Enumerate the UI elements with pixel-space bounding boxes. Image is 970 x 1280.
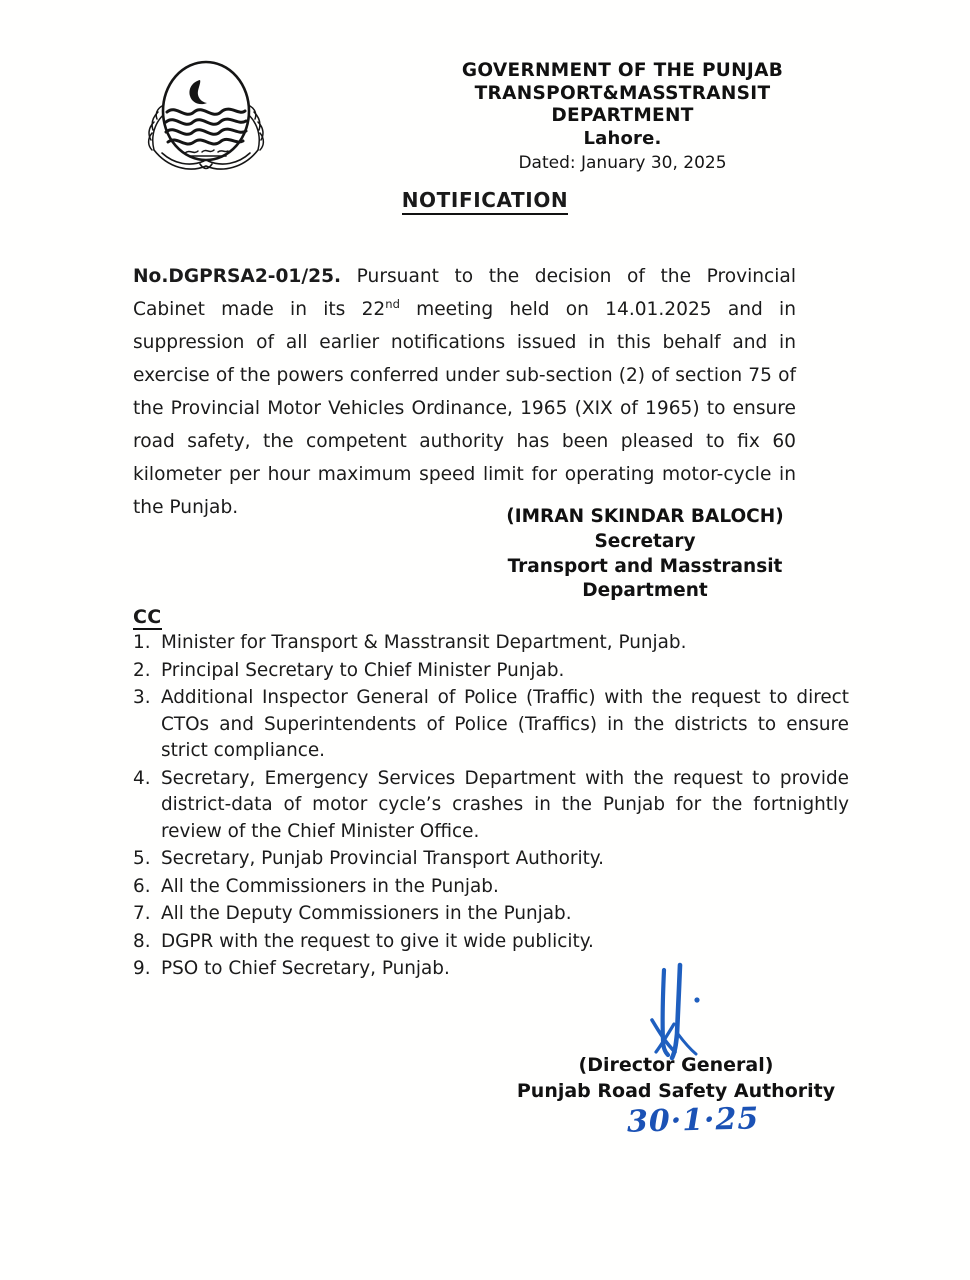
list-item-number: 1. [133, 632, 151, 653]
list-item-text: All the Commissioners in the Punjab. [161, 875, 499, 897]
dg-authority: Punjab Road Safety Authority [516, 1080, 836, 1102]
secretary-name: (IMRAN SKINDAR BALOCH) [506, 506, 784, 527]
list-item-number: 3. [133, 687, 151, 708]
list-item-text: DGPR with the request to give it wide publicity. [161, 930, 594, 952]
secretary-designation: Secretary [594, 530, 696, 552]
handwritten-date: 30·1·25 [626, 1101, 760, 1140]
list-item [133, 846, 823, 873]
header-title-block [440, 60, 805, 173]
header-line-department-name: TRANSPORT&MASSTRANSIT [474, 82, 771, 104]
cc-list [133, 630, 849, 984]
list-item-text: Additional Inspector General of Police (Traffic) with the request to direct CTOs and Superintendents of Police (Traffics) in the districts to ensure strict compliance. [161, 687, 849, 761]
list-item [133, 766, 849, 846]
list-item [133, 658, 823, 685]
list-item-text: PSO to Chief Secretary, Punjab. [161, 958, 450, 979]
list-item-number: 2. [133, 659, 151, 681]
document-header [0, 48, 970, 188]
header-line-government: GOVERNMENT OF THE PUNJAB [461, 60, 784, 81]
list-item-text: Secretary, Emergency Services Department with the request to provide district-data of motor cycle’s crashes in the Punjab for the fortnightly review of the Chief Minister Office. [161, 767, 849, 842]
dg-designation: (Director General) [578, 1054, 774, 1076]
reference-number: No.DGPRSA2-01/25. [133, 265, 342, 287]
list-item-number: 9. [133, 958, 151, 979]
list-item-number: 8. [133, 930, 151, 952]
notification-title-text: NOTIFICATION [402, 188, 569, 215]
list-item-text: Minister for Transport & Masstransit Department, Punjab. [161, 632, 687, 653]
body-text-part-1: Pursuant to the decision of the Provincial Cabinet made in its 22 [133, 265, 796, 320]
list-item-text: Secretary, Punjab Provincial Transport Authority. [161, 848, 604, 869]
cc-heading [133, 606, 162, 628]
ordinal-suffix: nd [385, 296, 400, 311]
list-item [133, 630, 823, 657]
list-item [133, 929, 823, 956]
secretary-department-line-1: Transport and Masstransit [507, 555, 783, 577]
list-item [133, 874, 823, 901]
secretary-department-line-2: Department [582, 580, 708, 602]
notification-title [0, 188, 970, 212]
list-item-number: 4. [133, 767, 151, 789]
director-general-signature-block [476, 1052, 876, 1104]
list-item-number: 6. [133, 875, 151, 897]
secretary-signature-block [445, 505, 845, 604]
notification-body-paragraph [133, 260, 796, 524]
list-item [133, 901, 823, 928]
list-item-text: All the Deputy Commissioners in the Punjab. [161, 903, 572, 924]
list-item [133, 956, 823, 983]
list-item-text: Principal Secretary to Chief Minister Punjab. [161, 659, 565, 681]
header-city: Lahore. [583, 127, 662, 149]
list-item [133, 685, 849, 765]
body-text-part-2: meeting held on 14.01.2025 and in suppression of all earlier notifications issued in this behalf and in exercise of the powers conferred under sub-section (2) of section 75 of the Provincial Motor Vehicles Ordinance, 1965 (XIX of 1965) to ensure road safety, the competent authority has been pleased to fix 60 kilometer per hour maximum speed limit for operating motor-cycle in the Punjab. [133, 298, 796, 518]
list-item-number: 7. [133, 903, 151, 924]
government-of-punjab-emblem-icon [140, 54, 272, 178]
list-item-number: 5. [133, 848, 151, 869]
cc-heading-text: CC [133, 606, 162, 628]
header-line-department: DEPARTMENT [551, 105, 694, 127]
header-dated: Dated: January 30, 2025 [518, 152, 727, 173]
